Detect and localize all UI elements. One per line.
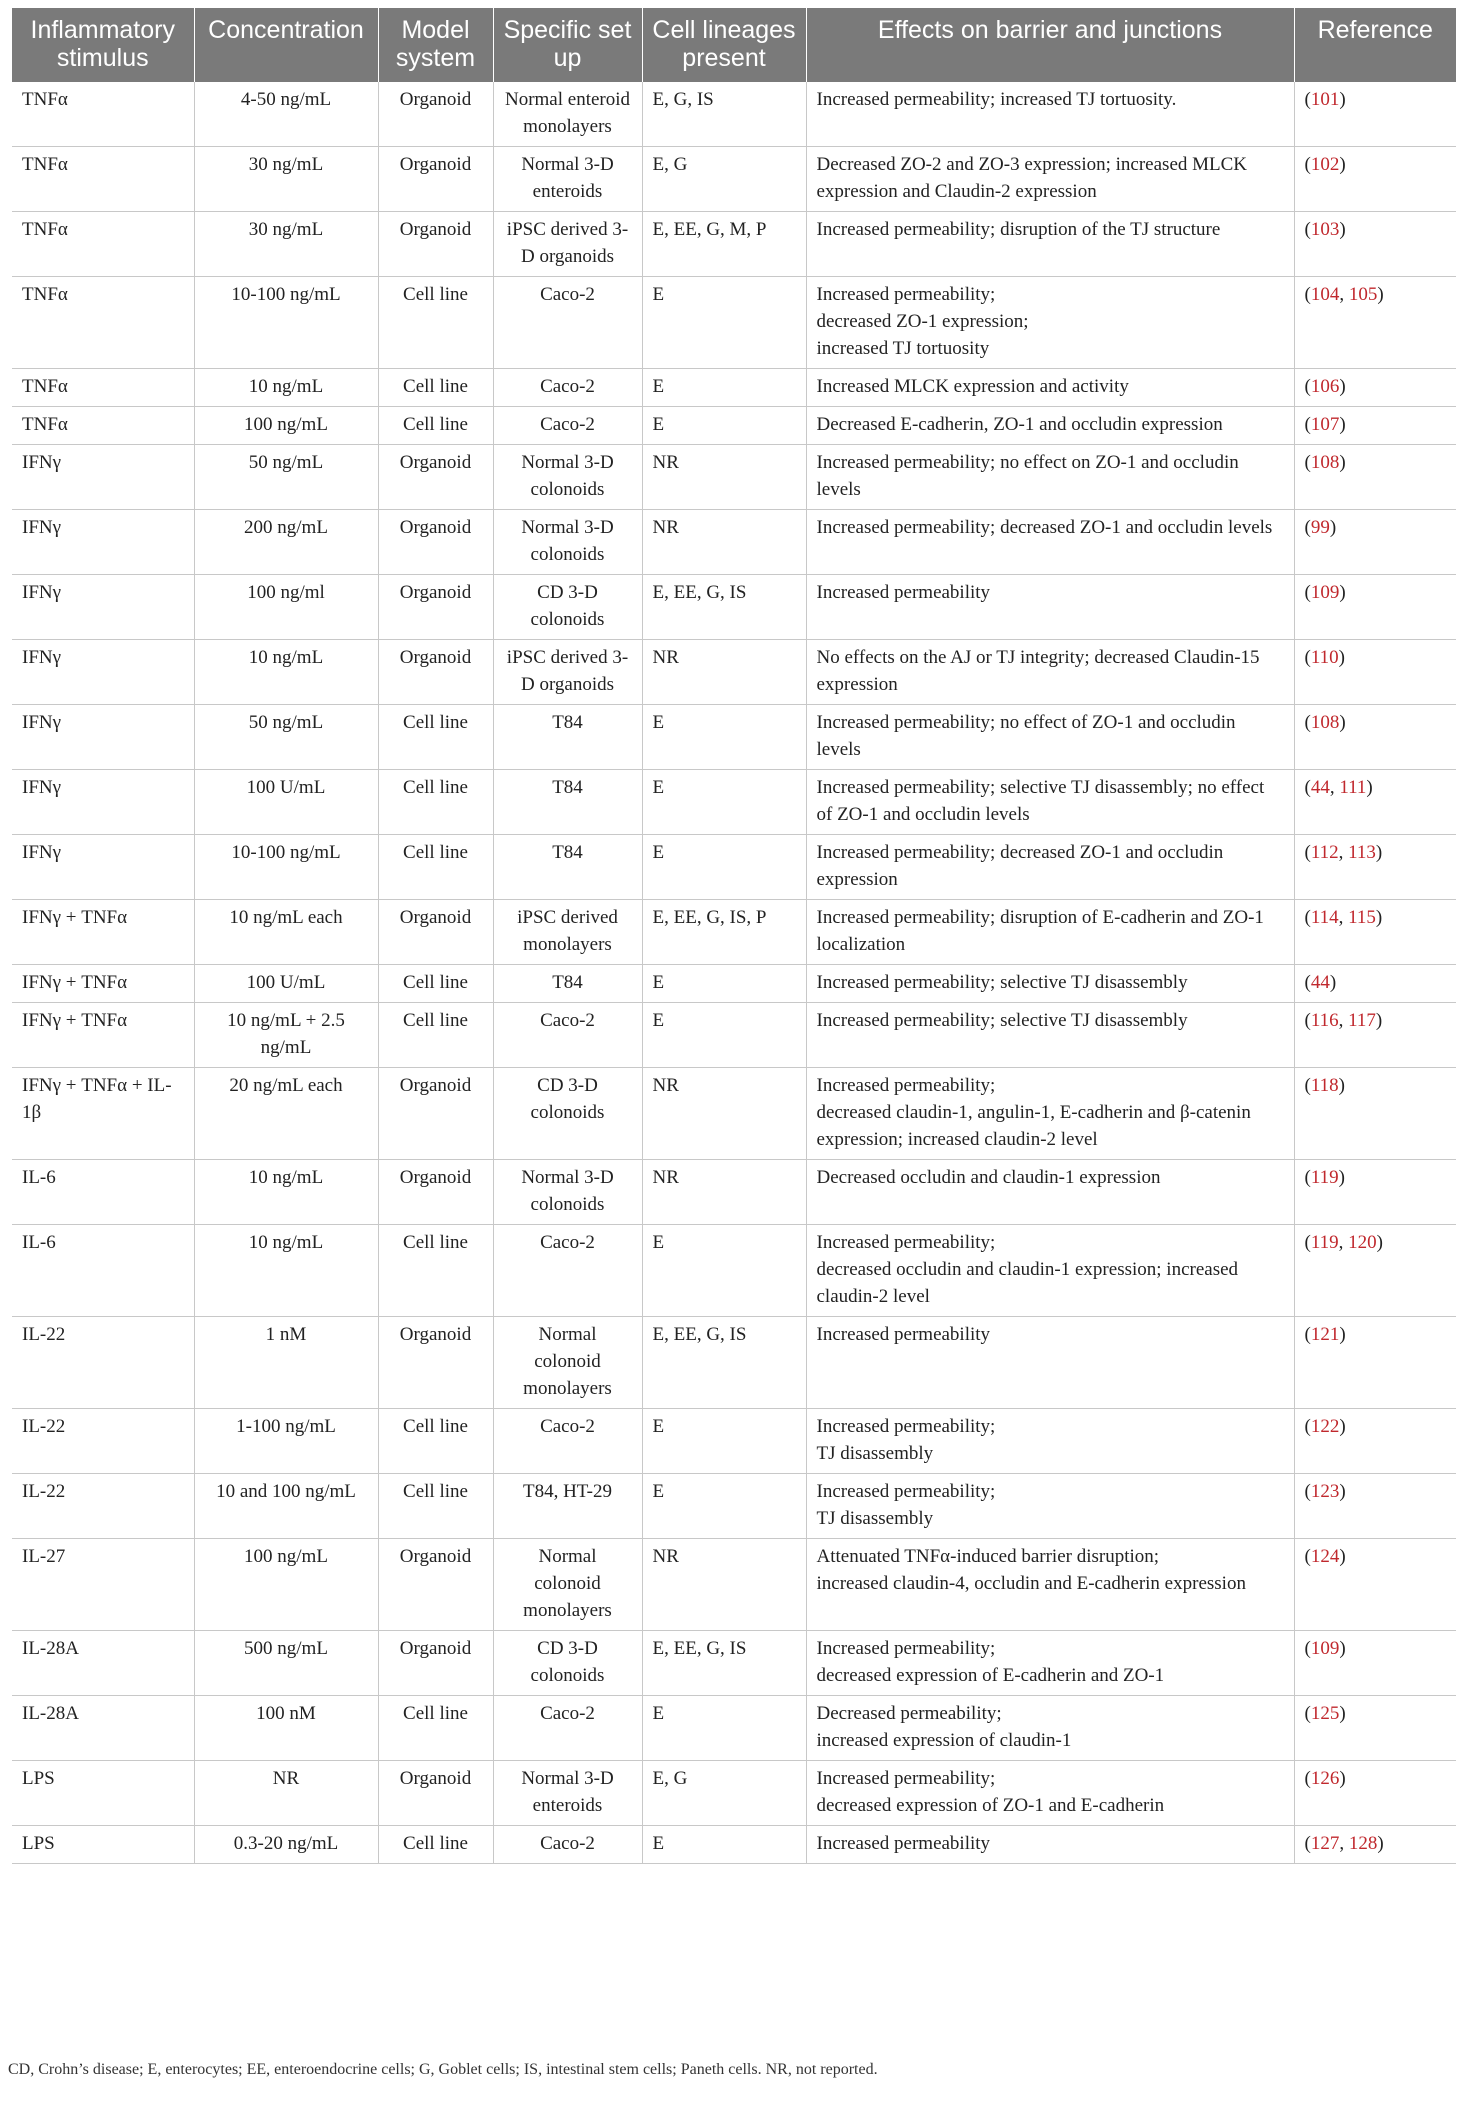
cell-lineages: E, EE, G, IS [642, 1317, 806, 1409]
cell-effects [806, 445, 1294, 510]
cell-model: Cell line [378, 965, 493, 1003]
cell-lineages: E [642, 1409, 806, 1474]
cell-reference: (118) [1294, 1068, 1456, 1160]
cell-effects [806, 212, 1294, 277]
effect-line: No effects on the AJ or TJ integrity; decreased Claudin-15 expression [816, 647, 1260, 695]
reference-link[interactable]: 121 [1310, 1324, 1340, 1345]
cell-reference: (101) [1294, 82, 1456, 147]
table-row [12, 1539, 1456, 1631]
cell-lineages: NR [642, 1068, 806, 1160]
effect-line: Increased permeability [816, 1833, 991, 1854]
effect-line: TJ disassembly [816, 1443, 934, 1464]
effect-line: decreased occludin and claudin-1 expression; increased claudin-2 level [816, 1259, 1239, 1307]
reference-link[interactable]: 115 [1348, 907, 1376, 928]
reference-link[interactable]: 118 [1310, 1075, 1339, 1096]
cell-reference: (122) [1294, 1409, 1456, 1474]
cell-setup: iPSC derived 3-D organoids [493, 640, 642, 705]
cell-effects [806, 640, 1294, 705]
cell-reference: (104, 105) [1294, 277, 1456, 369]
cell-effects [806, 1225, 1294, 1317]
effect-line: Increased permeability; selective TJ disassembly; no effect of ZO-1 and occludin levels [816, 777, 1265, 825]
cell-lineages: NR [642, 640, 806, 705]
reference-link[interactable]: 116 [1310, 1010, 1339, 1031]
cell-lineages: NR [642, 445, 806, 510]
reference-link[interactable]: 124 [1310, 1546, 1340, 1567]
reference-link[interactable]: 44 [1310, 777, 1330, 798]
table-row [12, 1826, 1456, 1864]
cell-setup: T84 [493, 965, 642, 1003]
cell-model: Cell line [378, 277, 493, 369]
effect-line: Decreased occludin and claudin-1 expression [816, 1167, 1161, 1188]
effect-line: Decreased permeability; [816, 1703, 1002, 1724]
table-row [12, 770, 1456, 835]
effect-line: decreased expression of E-cadherin and ZO-1 [816, 1665, 1165, 1686]
cell-setup: Normal 3-D enteroids [493, 1761, 642, 1826]
cell-setup: Normal colonoid monolayers [493, 1317, 642, 1409]
cell-lineages: E, EE, G, M, P [642, 212, 806, 277]
reference-link[interactable]: 125 [1310, 1703, 1340, 1724]
cell-concentration: 100 ng/ml [194, 575, 378, 640]
cell-reference: (107) [1294, 407, 1456, 445]
cell-concentration: 10 ng/mL [194, 1225, 378, 1317]
cell-effects [806, 277, 1294, 369]
effect-line: TJ disassembly [816, 1508, 934, 1529]
cell-reference: (125) [1294, 1696, 1456, 1761]
reference-link[interactable]: 112 [1310, 842, 1339, 863]
reference-link[interactable]: 117 [1348, 1010, 1376, 1031]
effect-line: Increased MLCK expression and activity [816, 376, 1129, 397]
reference-link[interactable]: 104 [1310, 284, 1340, 305]
cell-concentration: 10 and 100 ng/mL [194, 1474, 378, 1539]
cell-reference: (123) [1294, 1474, 1456, 1539]
cell-effects [806, 1761, 1294, 1826]
cell-stimulus: TNFα [12, 277, 194, 369]
table-row [12, 277, 1456, 369]
cell-lineages: E, G [642, 147, 806, 212]
cell-stimulus: IFNγ [12, 640, 194, 705]
cell-concentration: 10 ng/mL each [194, 900, 378, 965]
table-row [12, 1003, 1456, 1068]
cell-reference: (124) [1294, 1539, 1456, 1631]
cell-lineages: E [642, 1826, 806, 1864]
cell-concentration: 30 ng/mL [194, 147, 378, 212]
cell-stimulus: IL-22 [12, 1317, 194, 1409]
cell-concentration: 1-100 ng/mL [194, 1409, 378, 1474]
table-row [12, 1068, 1456, 1160]
cell-stimulus: IFNγ + TNFα + IL-1β [12, 1068, 194, 1160]
cell-stimulus: LPS [12, 1826, 194, 1864]
effect-line: Increased permeability; [816, 284, 996, 305]
cell-model: Organoid [378, 640, 493, 705]
reference-link[interactable]: 108 [1310, 712, 1340, 733]
cell-lineages: E [642, 407, 806, 445]
table-row [12, 1696, 1456, 1761]
cell-stimulus: IL-22 [12, 1409, 194, 1474]
cell-reference: (119, 120) [1294, 1225, 1456, 1317]
cell-effects [806, 82, 1294, 147]
table-row [12, 510, 1456, 575]
table-row [12, 407, 1456, 445]
cell-stimulus: TNFα [12, 147, 194, 212]
cell-reference: (108) [1294, 445, 1456, 510]
cell-model: Organoid [378, 1068, 493, 1160]
reference-link[interactable]: 99 [1310, 517, 1330, 538]
cell-lineages: E, G, IS [642, 82, 806, 147]
effect-line: Increased permeability; [816, 1416, 996, 1437]
effect-line: Increased permeability; [816, 1075, 996, 1096]
cell-stimulus: IFNγ + TNFα [12, 1003, 194, 1068]
table-row [12, 147, 1456, 212]
table-row [12, 575, 1456, 640]
reference-link[interactable]: 101 [1310, 89, 1340, 110]
cell-model: Organoid [378, 1631, 493, 1696]
cell-stimulus: IFNγ + TNFα [12, 965, 194, 1003]
cell-reference: (108) [1294, 705, 1456, 770]
cell-setup: iPSC derived 3-D organoids [493, 212, 642, 277]
reference-link[interactable]: 113 [1348, 842, 1376, 863]
cell-model: Organoid [378, 445, 493, 510]
cell-reference: (44) [1294, 965, 1456, 1003]
effect-line: Increased permeability; [816, 1481, 996, 1502]
table-row [12, 1761, 1456, 1826]
cell-reference: (106) [1294, 369, 1456, 407]
cell-reference: (109) [1294, 575, 1456, 640]
table-row [12, 1409, 1456, 1474]
cell-lineages: E [642, 1003, 806, 1068]
cell-effects [806, 900, 1294, 965]
col-header-model: Model system [378, 8, 493, 82]
cell-lineages: E [642, 705, 806, 770]
cell-concentration: 30 ng/mL [194, 212, 378, 277]
cell-stimulus: IL-6 [12, 1160, 194, 1225]
cell-concentration: 100 nM [194, 1696, 378, 1761]
cell-model: Cell line [378, 1826, 493, 1864]
effect-line: Increased permeability; [816, 1232, 996, 1253]
cell-lineages: NR [642, 510, 806, 575]
effect-line: Increased permeability [816, 1324, 991, 1345]
table-row [12, 1225, 1456, 1317]
cell-setup: Caco-2 [493, 1696, 642, 1761]
reference-link[interactable]: 127 [1310, 1833, 1340, 1854]
cell-concentration: 20 ng/mL each [194, 1068, 378, 1160]
cell-effects [806, 1068, 1294, 1160]
cell-concentration: 0.3-20 ng/mL [194, 1826, 378, 1864]
cell-setup: Normal 3-D enteroids [493, 147, 642, 212]
cell-effects [806, 835, 1294, 900]
cell-lineages: E [642, 1696, 806, 1761]
reference-link[interactable]: 108 [1310, 452, 1340, 473]
reference-link[interactable]: 103 [1310, 219, 1340, 240]
effect-line: increased expression of claudin-1 [816, 1730, 1072, 1751]
col-header-lineages: Cell lineages present [642, 8, 806, 82]
table-row [12, 1631, 1456, 1696]
cell-lineages: E [642, 369, 806, 407]
cell-concentration: NR [194, 1761, 378, 1826]
cell-setup: Normal colonoid monolayers [493, 1539, 642, 1631]
cell-concentration: 4-50 ng/mL [194, 82, 378, 147]
reference-link[interactable]: 106 [1310, 376, 1340, 397]
cell-model: Organoid [378, 575, 493, 640]
cell-setup: Caco-2 [493, 1003, 642, 1068]
cell-reference: (126) [1294, 1761, 1456, 1826]
cell-reference: (114, 115) [1294, 900, 1456, 965]
effect-line: Increased permeability; increased TJ tortuosity. [816, 89, 1177, 110]
cell-reference: (127, 128) [1294, 1826, 1456, 1864]
reference-link[interactable]: 126 [1310, 1768, 1340, 1789]
cell-lineages: E [642, 965, 806, 1003]
cell-setup: Normal 3-D colonoids [493, 1160, 642, 1225]
cell-effects [806, 407, 1294, 445]
cell-model: Cell line [378, 369, 493, 407]
effect-line: Increased permeability; [816, 1638, 996, 1659]
cell-concentration: 10-100 ng/mL [194, 835, 378, 900]
cell-setup: Caco-2 [493, 1409, 642, 1474]
cell-reference: (103) [1294, 212, 1456, 277]
effect-line: Increased permeability; selective TJ disassembly [816, 972, 1188, 993]
cell-effects [806, 1474, 1294, 1539]
cell-setup: CD 3-D colonoids [493, 575, 642, 640]
cell-concentration: 50 ng/mL [194, 445, 378, 510]
cell-concentration: 50 ng/mL [194, 705, 378, 770]
cell-stimulus: TNFα [12, 82, 194, 147]
cell-setup: Normal enteroid monolayers [493, 82, 642, 147]
cell-stimulus: IL-6 [12, 1225, 194, 1317]
cell-lineages: E [642, 835, 806, 900]
cell-concentration: 10 ng/mL [194, 640, 378, 705]
cell-model: Cell line [378, 1409, 493, 1474]
cell-lineages: E [642, 277, 806, 369]
cell-setup: Caco-2 [493, 369, 642, 407]
reference-link[interactable]: 122 [1310, 1416, 1340, 1437]
cell-model: Organoid [378, 510, 493, 575]
cell-model: Organoid [378, 82, 493, 147]
cell-stimulus: IFNγ [12, 445, 194, 510]
cell-setup: Caco-2 [493, 1225, 642, 1317]
cell-effects [806, 1539, 1294, 1631]
reference-link[interactable]: 114 [1310, 907, 1339, 928]
table-row [12, 1317, 1456, 1409]
effect-line: Decreased ZO-2 and ZO-3 expression; increased MLCK expression and Claudin-2 expression [816, 154, 1248, 202]
cell-effects [806, 1631, 1294, 1696]
cell-reference: (44, 111) [1294, 770, 1456, 835]
cell-stimulus: IFNγ [12, 705, 194, 770]
table-row [12, 640, 1456, 705]
effect-line: Increased permeability; no effect of ZO-1 and occludin levels [816, 712, 1236, 760]
table-row [12, 445, 1456, 510]
effect-line: Attenuated TNFα-induced barrier disruption; [816, 1546, 1160, 1567]
cell-setup: Caco-2 [493, 1826, 642, 1864]
cell-effects [806, 705, 1294, 770]
cell-stimulus: TNFα [12, 407, 194, 445]
cell-model: Organoid [378, 1539, 493, 1631]
reference-link[interactable]: 107 [1310, 414, 1340, 435]
cell-lineages: E, EE, G, IS [642, 1631, 806, 1696]
table-row [12, 212, 1456, 277]
cell-concentration: 100 ng/mL [194, 407, 378, 445]
table-row [12, 82, 1456, 147]
cell-setup: T84 [493, 705, 642, 770]
cell-stimulus: IFNγ + TNFα [12, 900, 194, 965]
effect-line: Increased permeability; [816, 1768, 996, 1789]
cell-reference: (110) [1294, 640, 1456, 705]
col-header-concentration: Concentration [194, 8, 378, 82]
cell-concentration: 100 U/mL [194, 965, 378, 1003]
cell-effects [806, 369, 1294, 407]
cell-model: Cell line [378, 705, 493, 770]
cell-reference: (116, 117) [1294, 1003, 1456, 1068]
cell-stimulus: TNFα [12, 369, 194, 407]
effect-line: Increased permeability; decreased ZO-1 and occludin expression [816, 842, 1224, 890]
table-row [12, 1160, 1456, 1225]
cell-effects [806, 965, 1294, 1003]
cell-model: Cell line [378, 770, 493, 835]
effect-line: increased TJ tortuosity [816, 338, 990, 359]
cell-setup: Normal 3-D colonoids [493, 510, 642, 575]
cell-model: Cell line [378, 1003, 493, 1068]
cell-lineages: E [642, 770, 806, 835]
table-row [12, 835, 1456, 900]
cell-stimulus: IL-27 [12, 1539, 194, 1631]
cell-model: Organoid [378, 900, 493, 965]
cell-effects [806, 575, 1294, 640]
reference-link[interactable]: 110 [1310, 647, 1339, 668]
reference-link[interactable]: 123 [1310, 1481, 1340, 1502]
cell-effects [806, 510, 1294, 575]
table-row [12, 900, 1456, 965]
cell-model: Cell line [378, 835, 493, 900]
effect-line: increased claudin-4, occludin and E-cadherin expression [816, 1573, 1246, 1594]
reference-link[interactable]: 119 [1310, 1232, 1339, 1253]
cell-reference: (119) [1294, 1160, 1456, 1225]
cell-setup: CD 3-D colonoids [493, 1068, 642, 1160]
cell-stimulus: IFNγ [12, 770, 194, 835]
effect-line: decreased ZO-1 expression; [816, 311, 1029, 332]
cell-effects [806, 770, 1294, 835]
cell-lineages: NR [642, 1539, 806, 1631]
cell-model: Cell line [378, 1696, 493, 1761]
cell-concentration: 500 ng/mL [194, 1631, 378, 1696]
cell-stimulus: IFNγ [12, 835, 194, 900]
cell-concentration: 1 nM [194, 1317, 378, 1409]
cell-setup: T84 [493, 770, 642, 835]
reference-link[interactable]: 102 [1310, 154, 1340, 175]
effect-line: Increased permeability [816, 582, 991, 603]
cell-lineages: E, EE, G, IS, P [642, 900, 806, 965]
cell-model: Cell line [378, 407, 493, 445]
header-row [12, 8, 1456, 82]
effect-line: Increased permeability; disruption of E-cadherin and ZO-1 localization [816, 907, 1264, 955]
table-row [12, 1474, 1456, 1539]
cell-stimulus: LPS [12, 1761, 194, 1826]
cell-stimulus: IL-28A [12, 1631, 194, 1696]
reference-link[interactable]: 105 [1348, 284, 1378, 305]
cell-concentration: 100 U/mL [194, 770, 378, 835]
cell-concentration: 200 ng/mL [194, 510, 378, 575]
col-header-effects: Effects on barrier and junctions [806, 8, 1294, 82]
reference-link[interactable]: 119 [1310, 1167, 1339, 1188]
col-header-setup: Specific set up [493, 8, 642, 82]
cell-lineages: NR [642, 1160, 806, 1225]
cell-lineages: E, EE, G, IS [642, 575, 806, 640]
cell-model: Organoid [378, 1317, 493, 1409]
cell-setup: Normal 3-D colonoids [493, 445, 642, 510]
cell-model: Organoid [378, 1761, 493, 1826]
cell-concentration: 10 ng/mL + 2.5 ng/mL [194, 1003, 378, 1068]
cell-concentration: 10 ng/mL [194, 1160, 378, 1225]
reference-link[interactable]: 109 [1310, 582, 1340, 603]
reference-link[interactable]: 120 [1348, 1232, 1377, 1253]
cell-effects [806, 147, 1294, 212]
col-header-stimulus: Inflammatory stimulus [12, 8, 194, 82]
cell-setup: CD 3-D colonoids [493, 1631, 642, 1696]
cell-lineages: E [642, 1474, 806, 1539]
data-table [12, 8, 1456, 1864]
cell-effects [806, 1826, 1294, 1864]
cell-setup: Caco-2 [493, 277, 642, 369]
cell-stimulus: IFNγ [12, 510, 194, 575]
cell-effects [806, 1409, 1294, 1474]
cell-reference: (102) [1294, 147, 1456, 212]
cell-effects [806, 1160, 1294, 1225]
cell-reference: (99) [1294, 510, 1456, 575]
cell-model: Organoid [378, 212, 493, 277]
cell-setup: Caco-2 [493, 407, 642, 445]
effect-line: Increased permeability; selective TJ disassembly [816, 1010, 1188, 1031]
table-footnote: CD, Crohn’s disease; E, enterocytes; EE, enteroendocrine cells; G, Goblet cells; IS, intestinal stem cells; Paneth cells. NR, not reported. [8, 2061, 878, 2078]
cell-lineages: E [642, 1225, 806, 1317]
cell-setup: T84, HT-29 [493, 1474, 642, 1539]
cell-setup: T84 [493, 835, 642, 900]
effect-line: decreased expression of ZO-1 and E-cadherin [816, 1795, 1165, 1816]
cell-stimulus: TNFα [12, 212, 194, 277]
cell-concentration: 10-100 ng/mL [194, 277, 378, 369]
effect-line: Increased permeability; no effect on ZO-1 and occludin levels [816, 452, 1239, 500]
effect-line: decreased claudin-1, angulin-1, E-cadherin and β-catenin expression; increased claudin-2 level [816, 1102, 1251, 1150]
cell-concentration: 100 ng/mL [194, 1539, 378, 1631]
cell-reference: (112, 113) [1294, 835, 1456, 900]
cell-model: Organoid [378, 1160, 493, 1225]
reference-link[interactable]: 109 [1310, 1638, 1340, 1659]
cell-reference: (121) [1294, 1317, 1456, 1409]
cell-effects [806, 1003, 1294, 1068]
reference-link[interactable]: 128 [1348, 1833, 1378, 1854]
col-header-reference: Reference [1294, 8, 1456, 82]
cell-stimulus: IL-28A [12, 1696, 194, 1761]
reference-link[interactable]: 111 [1339, 777, 1367, 798]
table-row [12, 965, 1456, 1003]
table-row [12, 705, 1456, 770]
cell-model: Cell line [378, 1474, 493, 1539]
reference-link[interactable]: 44 [1310, 972, 1330, 993]
cell-model: Cell line [378, 1225, 493, 1317]
cell-model: Organoid [378, 147, 493, 212]
cell-concentration: 10 ng/mL [194, 369, 378, 407]
cell-stimulus: IFNγ [12, 575, 194, 640]
table-row [12, 369, 1456, 407]
effect-line: Increased permeability; disruption of the TJ structure [816, 219, 1221, 240]
cell-reference: (109) [1294, 1631, 1456, 1696]
cell-effects [806, 1317, 1294, 1409]
cell-setup: iPSC derived monolayers [493, 900, 642, 965]
cell-stimulus: IL-22 [12, 1474, 194, 1539]
effect-line: Decreased E-cadherin, ZO-1 and occludin expression [816, 414, 1223, 435]
cell-lineages: E, G [642, 1761, 806, 1826]
cell-effects [806, 1696, 1294, 1761]
effect-line: Increased permeability; decreased ZO-1 and occludin levels [816, 517, 1273, 538]
